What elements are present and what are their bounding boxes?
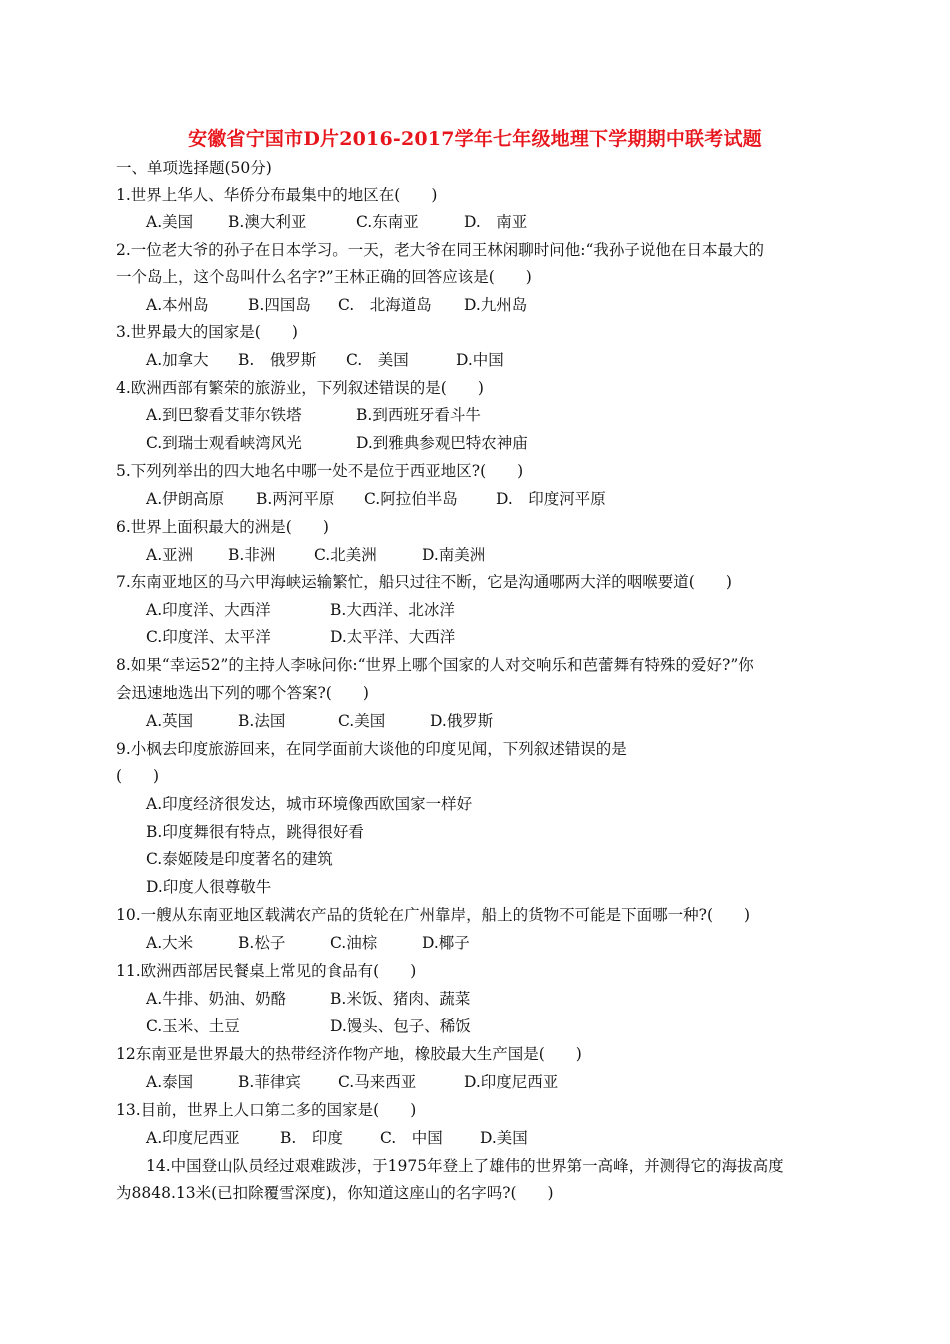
option-a: A.泰国 xyxy=(146,1073,194,1091)
question-12-options xyxy=(146,1071,558,1093)
option-b: B.两河平原 xyxy=(256,490,335,508)
option-c: C.油棕 xyxy=(330,934,378,952)
option-c: C.马来西亚 xyxy=(338,1073,417,1091)
question-8-stem-line-1: 8.如果“幸运52”的主持人李咏问你:“世界上哪个国家的人对交响乐和芭蕾舞有特殊的爱好?”你 xyxy=(116,656,754,674)
option-b: B.非洲 xyxy=(228,546,276,564)
question-7-options-row-2 xyxy=(146,626,455,648)
question-7-stem: 7.东南亚地区的马六甲海峡运输繁忙，船只过往不断，它是沟通哪两大洋的咽喉要道( ) xyxy=(116,573,732,591)
question-9-option-d: D.印度人很尊敬牛 xyxy=(146,878,272,896)
option-a: A.亚洲 xyxy=(146,546,194,564)
option-b: B.四国岛 xyxy=(248,296,311,314)
question-11-stem: 11.欧洲西部居民餐桌上常见的食品有( ) xyxy=(116,962,417,980)
option-a: A.到巴黎看艾菲尔铁塔 xyxy=(146,406,302,424)
option-a: A.印度尼西亚 xyxy=(146,1129,240,1147)
option-a: A.英国 xyxy=(146,712,194,730)
question-9-option-a: A.印度经济很发达，城市环境像西欧国家一样好 xyxy=(146,795,473,813)
question-11-options-row-1 xyxy=(146,988,470,1010)
question-9-option-b: B.印度舞很有特点，跳得很好看 xyxy=(146,823,364,841)
option-d: D.俄罗斯 xyxy=(430,712,494,730)
option-c: C. 北海道岛 xyxy=(338,296,432,314)
question-12-stem: 12东南亚是世界最大的热带经济作物产地，橡胶最大生产国是( ) xyxy=(116,1045,582,1063)
option-b: B.澳大利亚 xyxy=(228,213,307,231)
option-b: B. 俄罗斯 xyxy=(238,351,317,369)
document-title: 安徽省宁国市D片2016-2017学年七年级地理下学期期中联考试题 xyxy=(188,128,762,150)
option-a: A.本州岛 xyxy=(146,296,209,314)
question-4-options-row-2 xyxy=(146,432,528,454)
question-5-options xyxy=(146,488,606,510)
option-a: A.加拿大 xyxy=(146,351,209,369)
option-c: C.东南亚 xyxy=(356,213,419,231)
option-d: D. 南亚 xyxy=(464,213,528,231)
question-10-options xyxy=(146,932,470,954)
question-1-options xyxy=(146,211,527,233)
question-9-option-c: C.泰姬陵是印度著名的建筑 xyxy=(146,850,333,868)
option-b: B.到西班牙看斗牛 xyxy=(356,406,481,424)
question-4-options-row-1 xyxy=(146,404,481,426)
question-4-stem: 4.欧洲西部有繁荣的旅游业，下列叙述错误的是( ) xyxy=(116,379,484,397)
option-c: C. 中国 xyxy=(380,1129,443,1147)
option-d: D.九州岛 xyxy=(464,296,528,314)
question-11-options-row-2 xyxy=(146,1015,471,1037)
question-14-stem-line-2: 为8848.13米(已扣除覆雪深度)，你知道这座山的名字吗?( ) xyxy=(116,1184,554,1202)
question-8-stem-line-2: 会迅速地选出下列的哪个答案?( ) xyxy=(116,684,369,702)
question-5-stem: 5.下列列举出的四大地名中哪一处不是位于西亚地区?( ) xyxy=(116,462,524,480)
option-c: C.阿拉伯半岛 xyxy=(364,490,458,508)
option-d: D.太平洋、大西洋 xyxy=(330,628,456,646)
question-2-stem-line-1: 2.一位老大爷的孙子在日本学习。一天，老大爷在同王林闲聊时问他:“我孙子说他在日本最大的 xyxy=(116,241,764,259)
question-1-stem: 1.世界上华人、华侨分布最集中的地区在( ) xyxy=(116,186,438,204)
option-c: C.到瑞士观看峡湾风光 xyxy=(146,434,302,452)
question-13-options xyxy=(146,1127,528,1149)
option-a: A.大米 xyxy=(146,934,194,952)
option-c: C.印度洋、太平洋 xyxy=(146,628,271,646)
option-a: A.美国 xyxy=(146,213,194,231)
option-b: B.大西洋、北冰洋 xyxy=(330,601,455,619)
question-8-options xyxy=(146,710,493,732)
option-d: D.印度尼西亚 xyxy=(464,1073,559,1091)
option-b: B. 印度 xyxy=(280,1129,343,1147)
option-d: D.南美洲 xyxy=(422,546,486,564)
option-a: A.印度洋、大西洋 xyxy=(146,601,271,619)
option-b: B.法国 xyxy=(238,712,286,730)
option-c: C. 美国 xyxy=(346,351,409,369)
question-9-stem-line-1: 9.小枫去印度旅游回来，在同学面前大谈他的印度见闻，下列叙述错误的是 xyxy=(116,740,627,758)
question-6-stem: 6.世界上面积最大的洲是( ) xyxy=(116,518,329,536)
question-3-options xyxy=(146,349,504,371)
option-c: C.北美洲 xyxy=(314,546,377,564)
option-d: D.馒头、包子、稀饭 xyxy=(330,1017,471,1035)
question-2-options xyxy=(146,294,527,316)
question-3-stem: 3.世界最大的国家是( ) xyxy=(116,323,298,341)
option-d: D.到雅典参观巴特农神庙 xyxy=(356,434,528,452)
option-d: D. 印度河平原 xyxy=(496,490,606,508)
option-d: D.中国 xyxy=(456,351,504,369)
section-heading: 一、单项选择题(50分) xyxy=(116,159,272,177)
question-7-options-row-1 xyxy=(146,599,455,621)
option-b: B.米饭、猪肉、蔬菜 xyxy=(330,990,471,1008)
option-d: D.美国 xyxy=(480,1129,528,1147)
option-b: B.松子 xyxy=(238,934,286,952)
question-9-stem-line-2: ( ) xyxy=(116,767,160,785)
question-13-stem: 13.目前，世界上人口第二多的国家是( ) xyxy=(116,1101,417,1119)
option-c: C.玉米、土豆 xyxy=(146,1017,240,1035)
question-6-options xyxy=(146,544,485,566)
option-a: A.牛排、奶油、奶酪 xyxy=(146,990,287,1008)
question-10-stem: 10.一艘从东南亚地区载满农产品的货轮在广州靠岸，船上的货物不可能是下面哪一种?( ) xyxy=(116,906,751,924)
option-c: C.美国 xyxy=(338,712,386,730)
option-d: D.椰子 xyxy=(422,934,470,952)
option-a: A.伊朗高原 xyxy=(146,490,225,508)
option-b: B.菲律宾 xyxy=(238,1073,301,1091)
question-2-stem-line-2: 一个岛上，这个岛叫什么名字?”王林正确的回答应该是( ) xyxy=(116,268,532,286)
question-14-stem-line-1: 14.中国登山队员经过艰难跋涉，于1975年登上了雄伟的世界第一高峰，并测得它的海拔高度 xyxy=(146,1157,784,1175)
